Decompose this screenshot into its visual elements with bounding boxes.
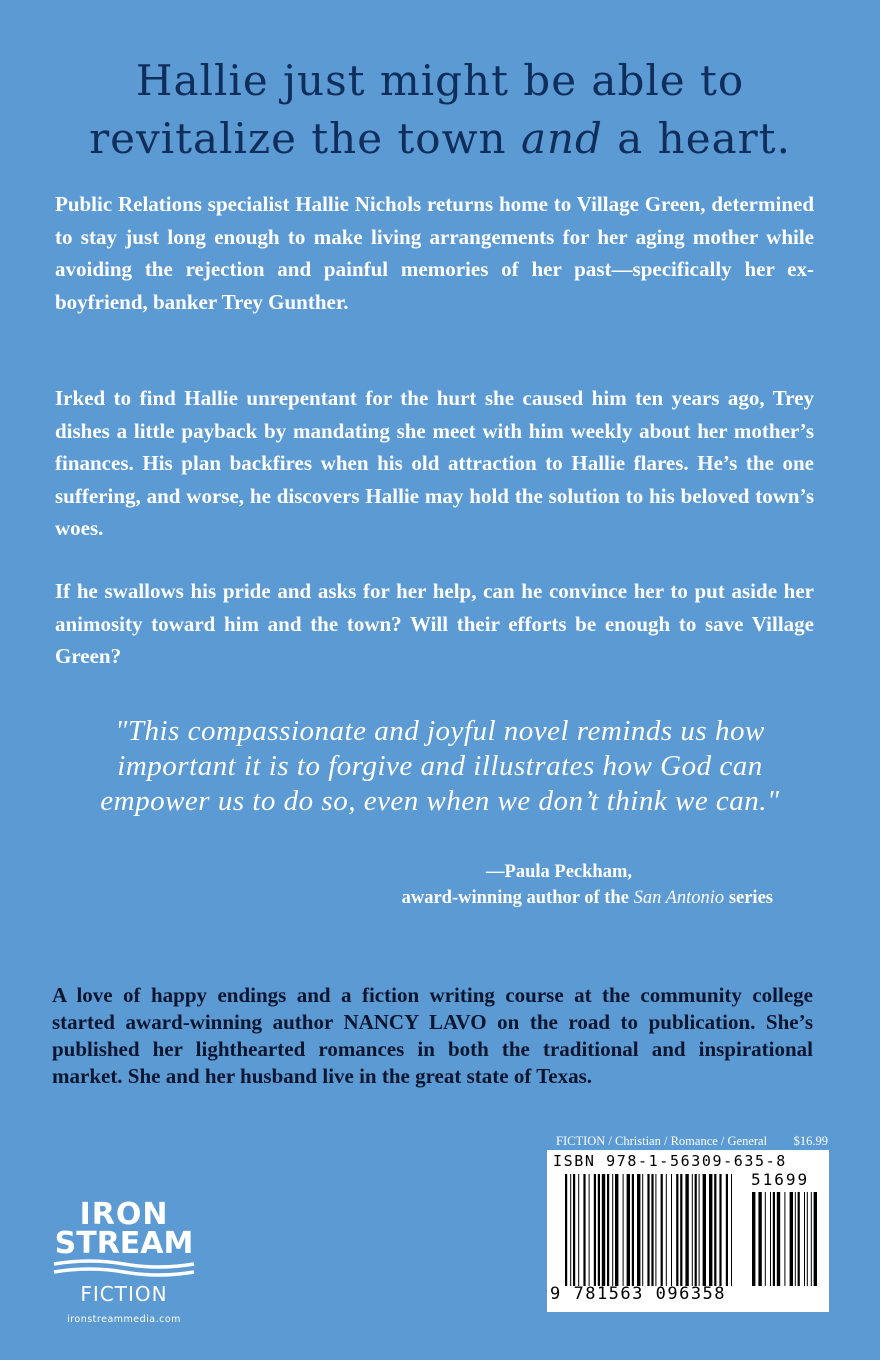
barcode-bar (811, 1192, 812, 1286)
endorsement-author: —Paula Peckham, (486, 862, 632, 882)
barcode-bar (784, 1192, 785, 1286)
barcode-bar (623, 1174, 624, 1286)
barcode-bar (676, 1174, 678, 1286)
barcode-bar (570, 1174, 571, 1286)
headline-line-2 (0, 110, 880, 168)
barcode-bar (594, 1174, 596, 1286)
barcode-bar (695, 1174, 697, 1286)
barcode-bar (692, 1174, 693, 1286)
blurb-paragraph-3: If he swallows his pride and asks for her help, can he convince her to put aside her animosity toward him and the town? Will their efforts be enough to save Village Green? (55, 579, 814, 668)
barcode-bar (814, 1192, 817, 1286)
headline (0, 52, 880, 168)
barcode-bar (795, 1192, 796, 1286)
barcode-bar (666, 1174, 667, 1286)
credit-series-title: San Antonio (633, 888, 725, 908)
barcode-bar (770, 1192, 771, 1286)
isbn-text: ISBN 978-1-56309-635-8 (553, 1152, 787, 1170)
headline-emphasis: and (520, 114, 603, 163)
endorsement-quote: "This compassionate and joyful novel reminds us how important it is to forgive and illustrates how God can empower us to do so, even when we don’t think we can." (100, 715, 780, 817)
publisher-url: ironstreammedia.com (67, 1314, 181, 1325)
credit-text: award-winning author of the (401, 888, 634, 908)
headline-text-end: a heart. (602, 114, 791, 163)
author-bio: A love of happy endings and a fiction writing course at the community college started award-winning author NANCY LAVO on the road to publication. She’s published her lighthearted romances in both the traditional and inspirational market. She and her husband live in the great state of Texas. (52, 983, 813, 1088)
barcode-bar (798, 1192, 800, 1286)
barcode-bar (642, 1174, 643, 1286)
barcode-bar (709, 1174, 712, 1286)
barcode-bar (583, 1174, 585, 1286)
barcode-bar (637, 1174, 640, 1286)
book-category: FICTION / Christian / Romance / General (556, 1134, 768, 1148)
headline-line-1: Hallie just might be able to (135, 56, 745, 105)
barcode-bar (602, 1174, 605, 1286)
barcode-bar (807, 1192, 808, 1286)
barcode-bar (627, 1174, 630, 1286)
barcode-bar (777, 1192, 780, 1286)
barcode-bar (607, 1174, 609, 1286)
barcode-bar (589, 1174, 590, 1286)
logo-word-iron: IRON (79, 1197, 169, 1232)
logo-word-stream: STREAM (54, 1226, 194, 1261)
blurb-paragraph-1: Public Relations specialist Hallie Nichols returns home to Village Green, determined to stay just long enough to make living arrangements for her aging mother while avoiding the rejection and painful memories of her past—specifically her ex-boyfriend, banker Trey Gunther. (55, 192, 814, 314)
barcode-bar (661, 1174, 663, 1286)
addon-barcode-bars (752, 1192, 817, 1286)
price-code: 51699 (751, 1170, 810, 1189)
endorsement-credit (402, 886, 773, 910)
barcode-bar (565, 1174, 567, 1286)
barcode-bar (703, 1174, 706, 1286)
barcode-bar (651, 1174, 653, 1286)
barcode-bar (731, 1174, 732, 1286)
logo-imprint: FICTION (80, 1282, 168, 1306)
barcode-bar (680, 1174, 682, 1286)
barcode-bar (752, 1192, 755, 1286)
barcode-bar (615, 1174, 618, 1286)
barcode-bar (758, 1192, 761, 1286)
barcode-bar (632, 1174, 634, 1286)
barcode-bar (612, 1174, 613, 1286)
barcode-bar (804, 1192, 805, 1286)
category-price-line (556, 1134, 828, 1149)
book-price: $16.99 (793, 1134, 828, 1148)
barcode-bar (671, 1174, 672, 1286)
barcode-bar (699, 1174, 700, 1286)
barcode-bar (790, 1192, 793, 1286)
ean-barcode-bars (565, 1174, 732, 1286)
barcode-bar (726, 1174, 728, 1286)
barcode-bar (655, 1174, 656, 1286)
barcode-bar (578, 1174, 579, 1286)
barcode-bar (773, 1192, 775, 1286)
headline-text: revitalize the town (89, 114, 521, 163)
credit-text-end: series (724, 888, 773, 908)
barcode-bar (647, 1174, 649, 1286)
ean-digits: 9 781563 096358 (550, 1284, 727, 1304)
barcode-bar (598, 1174, 600, 1286)
barcode-bar (685, 1174, 688, 1286)
publisher-logo (50, 1197, 198, 1325)
barcode-panel (547, 1150, 829, 1312)
waves-icon (50, 1258, 198, 1282)
barcode-bar (765, 1192, 766, 1286)
blurb-paragraph-2: Irked to find Hallie unrepentant for the hurt she caused him ten years ago, Trey dishes a little payback by mandating she meet with him weekly about her mother’s finances. His plan backfires when his old attraction to Hallie flares. He’s the one suffering, and worse, he discovers Hallie may hold the solution to his beloved town’s woes. (55, 386, 814, 540)
barcode-bar (719, 1174, 721, 1286)
barcode-bar (573, 1174, 575, 1286)
barcode-bar (714, 1174, 716, 1286)
